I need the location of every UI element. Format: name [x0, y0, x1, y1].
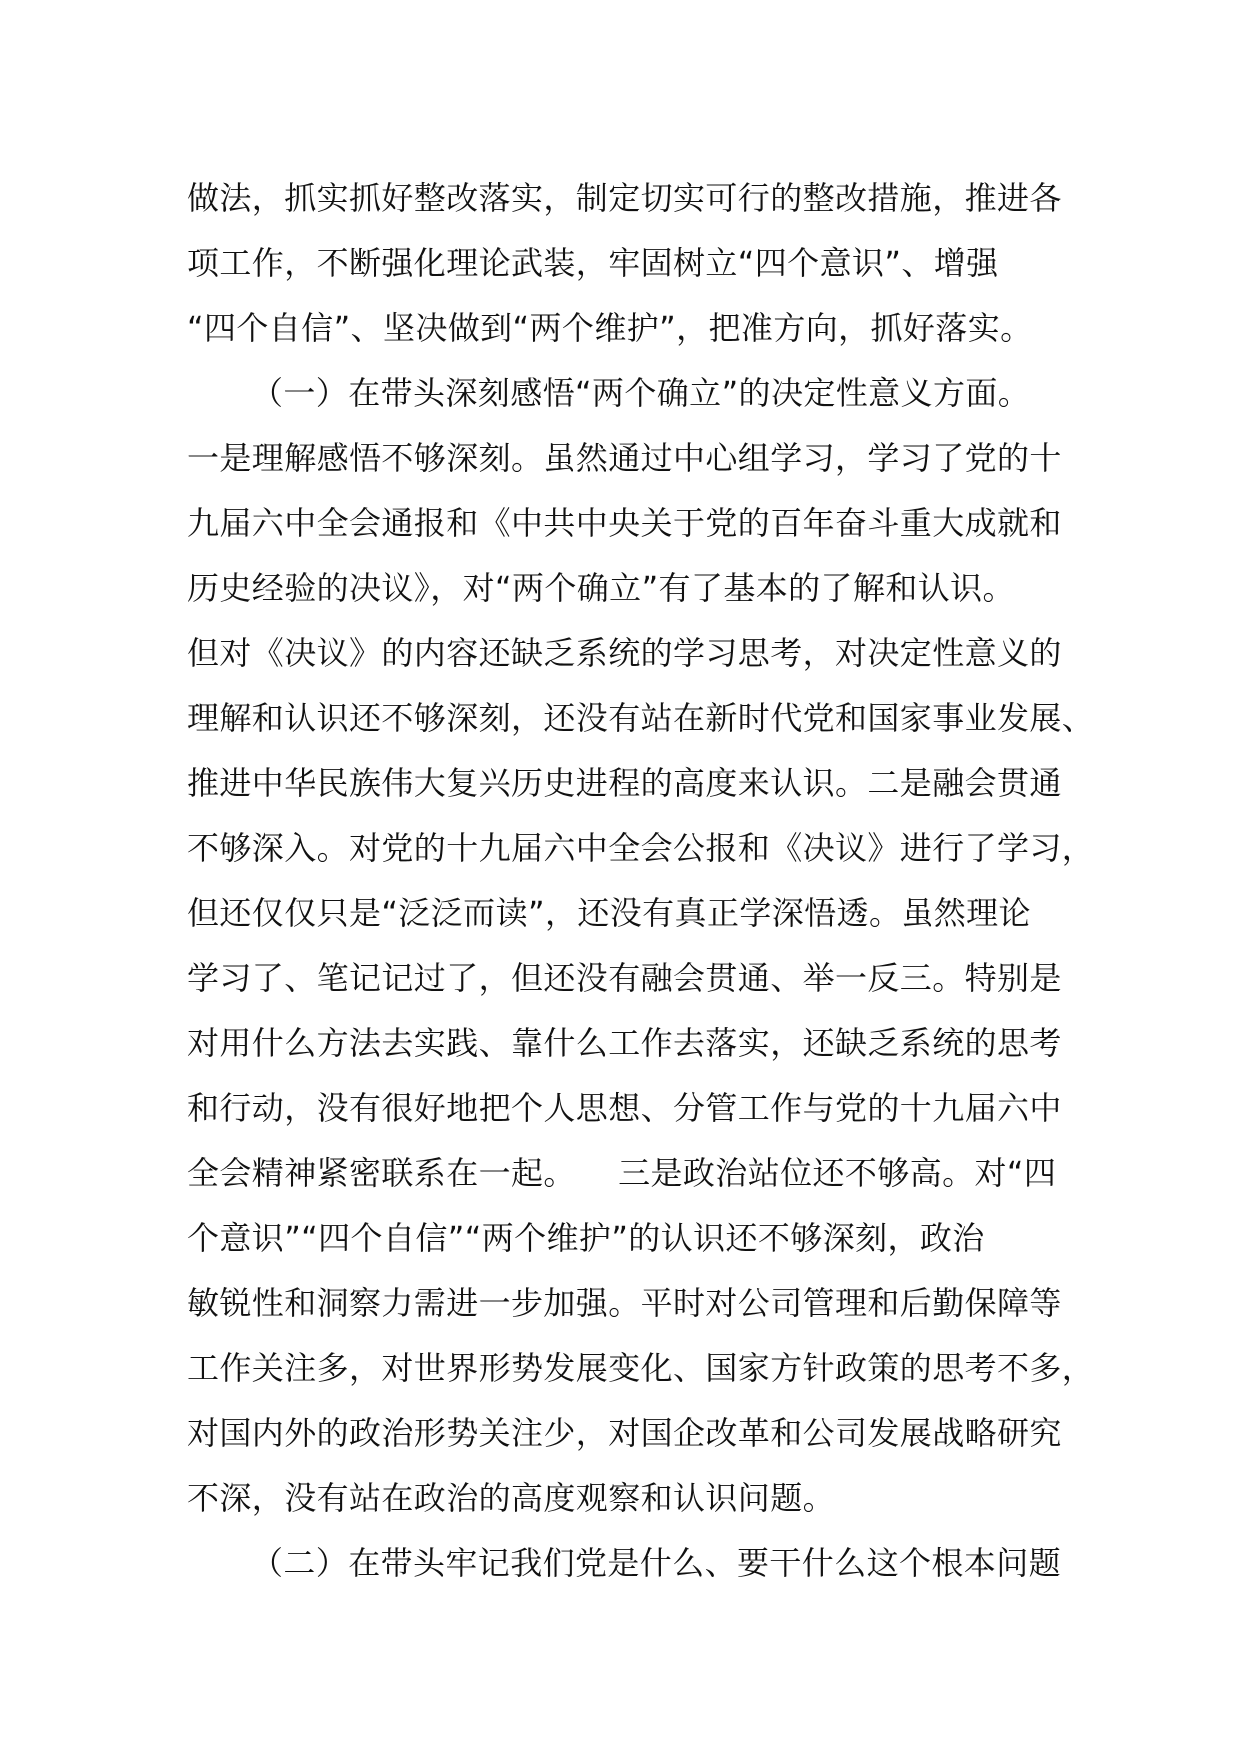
- text-line: 项工作，不断强化理论武装，牢固树立“四个意识”、增强: [187, 244, 999, 282]
- text-line: 敏锐性和洞察力需进一步加强。平时对公司管理和后勤保障等: [187, 1284, 1062, 1322]
- text-line: 历史经验的决议》，对“两个确立”有了基本的了解和认识。: [187, 569, 1015, 607]
- text-line: 和行动，没有很好地把个人思想、分管工作与党的十九届六中: [187, 1089, 1062, 1127]
- text-line: 学习了、笔记记过了，但还没有融会贯通、举一反三。特别是: [187, 959, 1062, 997]
- text-line: 推进中华民族伟大复兴历史进程的高度来认识。二是融会贯通: [187, 764, 1062, 802]
- text-line: 不深，没有站在政治的高度观察和认识问题。: [187, 1479, 836, 1517]
- text-line: 工作关注多，对世界形势发展变化、国家方针政策的思考不多，: [187, 1349, 1095, 1387]
- text-line: 但还仅仅只是“泛泛而读”，还没有真正学深悟透。虽然理论: [187, 894, 1031, 932]
- text-line: 不够深入。对党的十九届六中全会公报和《决议》进行了学习，: [187, 829, 1095, 867]
- section-heading-2: （二）在带头牢记我们党是什么、要干什么这个根本问题: [251, 1544, 1062, 1582]
- section-heading-1: （一）在带头深刻感悟“两个确立”的决定性意义方面。: [251, 374, 1031, 412]
- text-line: “四个自信”、坚决做到“两个维护”，把准方向，抓好落实。: [187, 309, 1033, 347]
- text-line: 九届六中全会通报和《中共中央关于党的百年奋斗重大成就和: [187, 504, 1062, 542]
- text-line: 全会精神紧密联系在一起。 三是政治站位还不够高。对“四: [187, 1154, 1057, 1192]
- text-line: 个意识”“四个自信”“两个维护”的认识还不够深刻，政治: [187, 1219, 985, 1257]
- text-line: 但对《决议》的内容还缺乏系统的学习思考，对决定性意义的: [187, 634, 1062, 672]
- body-text: [187, 166, 1095, 1596]
- text-line: 对国内外的政治形势关注少，对国企改革和公司发展战略研究: [187, 1414, 1062, 1452]
- text-line: 对用什么方法去实践、靠什么工作去落实，还缺乏系统的思考: [187, 1024, 1062, 1062]
- text-line: 一是理解感悟不够深刻。虽然通过中心组学习，学习了党的十: [187, 439, 1062, 477]
- text-line: 做法，抓实抓好整改落实，制定切实可行的整改措施，推进各: [187, 179, 1062, 217]
- text-line: 理解和认识还不够深刻，还没有站在新时代党和国家事业发展、: [187, 699, 1095, 737]
